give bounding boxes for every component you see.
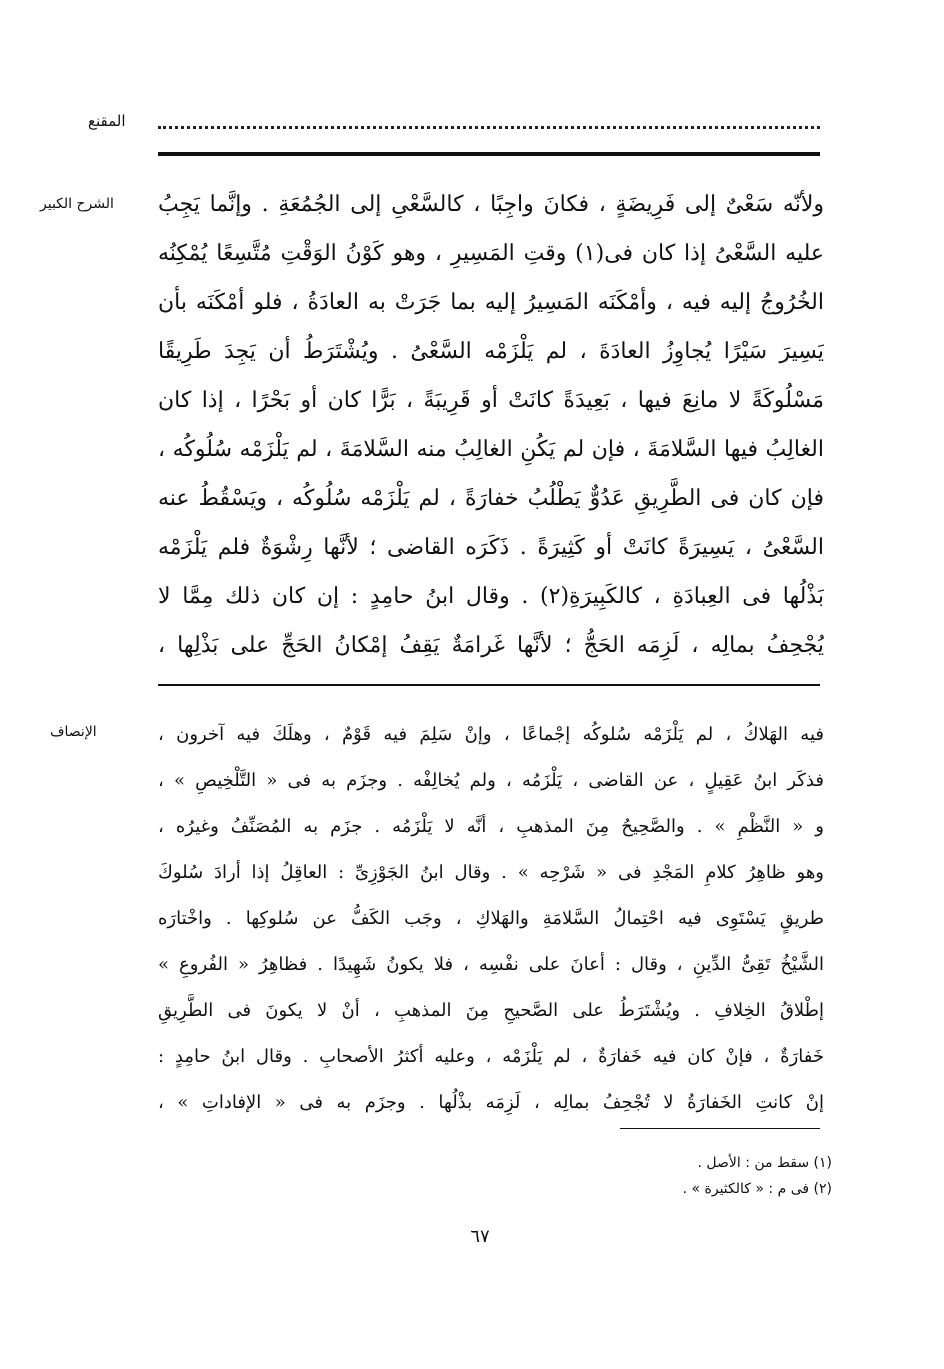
text-line: يُجْحِفُ بمالِه ، لَزِمَه الحَجُّ ؛ لأنَّها غَرامَةٌ يَقِفُ إمْكانُ الحَجِّ على بَذْلِها ، bbox=[158, 633, 824, 658]
text-line: إطْلاقُ الخِلافِ . ويُشْتَرَطُ على الصَّحيحِ مِنَ المذهبِ ، أنْ لا يكونَ فى الطَّرِيقِ bbox=[158, 1000, 824, 1021]
text-line: و « النَّظْمِ » . والصَّحِيحُ مِنَ المذهبِ ، أنَّه لا يَلْزَمُه . جزَم به المُصَنِّفُ وغيرُه ، bbox=[158, 816, 824, 837]
text-line: الغالِبُ فيها السَّلامَةَ ، فإن لم يَكُنِ الغالِبُ منه السَّلامَةَ ، لم يَلْزَمْه سُلُوكُه ، bbox=[158, 437, 824, 462]
text-line: طريقٍ يَسْتَوِى فيه احْتِمالُ السَّلامَةِ والهَلاكِ ، وجَب الكَفُّ عن سُلوكِها . واخْتارَه bbox=[158, 908, 824, 929]
text-line: بَذْلُها فى العِبادَةِ ، كالكَبِيرَةِ(٢) . وقال ابنُ حامِدٍ : إن كان ذلك مِمَّا لا bbox=[158, 584, 824, 609]
footnote-rule bbox=[620, 1128, 820, 1129]
text-line: خَفارَةٌ ، فإنْ كان فيه خَفارَةٌ ، لم يَلْزَمْه ، وعليه أكثرُ الأصحابِ . وقال ابنُ حامِدٍ : bbox=[158, 1046, 824, 1067]
text-line: وهو ظاهِرُ كلامِ المَجْدِ فى « شَرْحِه » . وقال ابنُ الجَوْزِىِّ : العاقِلُ إذا أرادَ سُلوكَ bbox=[158, 862, 824, 883]
text-line: الشَّيْخُ تَقِىُّ الدِّينِ ، وقال : أعانَ على نفْسِه ، فلا يكونُ شَهِيدًا . فظاهِرُ « الفُروعِ » bbox=[158, 954, 824, 975]
insaf-text bbox=[158, 712, 824, 1126]
header-dotted-leader bbox=[158, 126, 820, 129]
sharh-section-label: الشرح الكبير bbox=[40, 196, 114, 212]
text-line: الخُرُوجُ إليه فيه ، وأمْكَنَه المَسِيرُ إليه بما جَرَتْ به العادَةُ ، فلو أمْكَنَه بأن bbox=[158, 290, 824, 315]
text-line: مَسْلُوكَةً لا مانِعَ فيها ، بَعِيدَةً كانَتْ أو قَرِيبَةً ، بَرًّا كان أو بَحْرًا ، إذا كان bbox=[158, 388, 824, 413]
text-line: فإن كان فى الطَّرِيقِ عَدُوٌّ يَطْلُبُ خفارَةً ، لم يَلْزَمْه سُلُوكُه ، ويَسْقُطُ عنه bbox=[158, 486, 824, 511]
page-header bbox=[88, 112, 820, 142]
text-line: فذكَر ابنُ عَقِيلٍ ، عن القاضى ، يَلْزَمُه ، ولم يُخالِفْه . وجزَم به فى « التَّلْخِيصِ » ، bbox=[158, 770, 824, 791]
text-line: السَّعْىُ ، يَسِيرَةً كانَتْ أو كَثِيرَةً . ذَكَرَه القاضى ؛ لأنَّها رِشْوَةٌ فلم يَلْزَمْه bbox=[158, 535, 824, 560]
page-number: ٦٧ bbox=[470, 1226, 490, 1247]
sharh-text bbox=[158, 180, 824, 670]
book-title: المقنع bbox=[88, 112, 126, 130]
insaf-section-label: الإنصاف bbox=[50, 724, 97, 740]
section-divider bbox=[158, 684, 820, 686]
text-line: ولأنّه سَعْىٌ إلى فَرِيضَةٍ ، فكانَ واجِبًا ، كالسَّعْىِ إلى الجُمُعَةِ . وإنَّما يَجِبُ bbox=[158, 192, 824, 217]
footnote: (٢) فى م : « كالكثيرة » . bbox=[682, 1181, 832, 1197]
footnotes bbox=[432, 1150, 832, 1202]
text-line: إنْ كانتِ الخَفارَةُ لا تُجْحِفُ بمالِه ، لَزِمَه بذْلُها . وجزَم به فى « الإفاداتِ » ، bbox=[158, 1092, 824, 1113]
text-line: عليه السَّعْىُ إذا كان فى(١) وقتِ المَسِيرِ ، وهو كَوْنُ الوَقْتِ مُتَّسِعًا يُمْكِنُه bbox=[158, 241, 824, 266]
header-rule bbox=[158, 152, 820, 156]
text-line: فيه الهَلاكُ ، لم يَلْزَمْه سُلوكُه إجْماعًا ، وإنْ سَلِمَ فيه قَوْمٌ ، وهلَكَ فيه آخرون ، bbox=[158, 724, 824, 745]
footnote: (١) سقط من : الأصل . bbox=[697, 1155, 832, 1171]
text-line: يَسِيرَ سَيْرًا يُجاوِزُ العادَةَ ، لم يَلْزَمْه السَّعْىُ . ويُشْتَرَطُ أن يَجِدَ طَرِيقًا bbox=[158, 339, 824, 364]
